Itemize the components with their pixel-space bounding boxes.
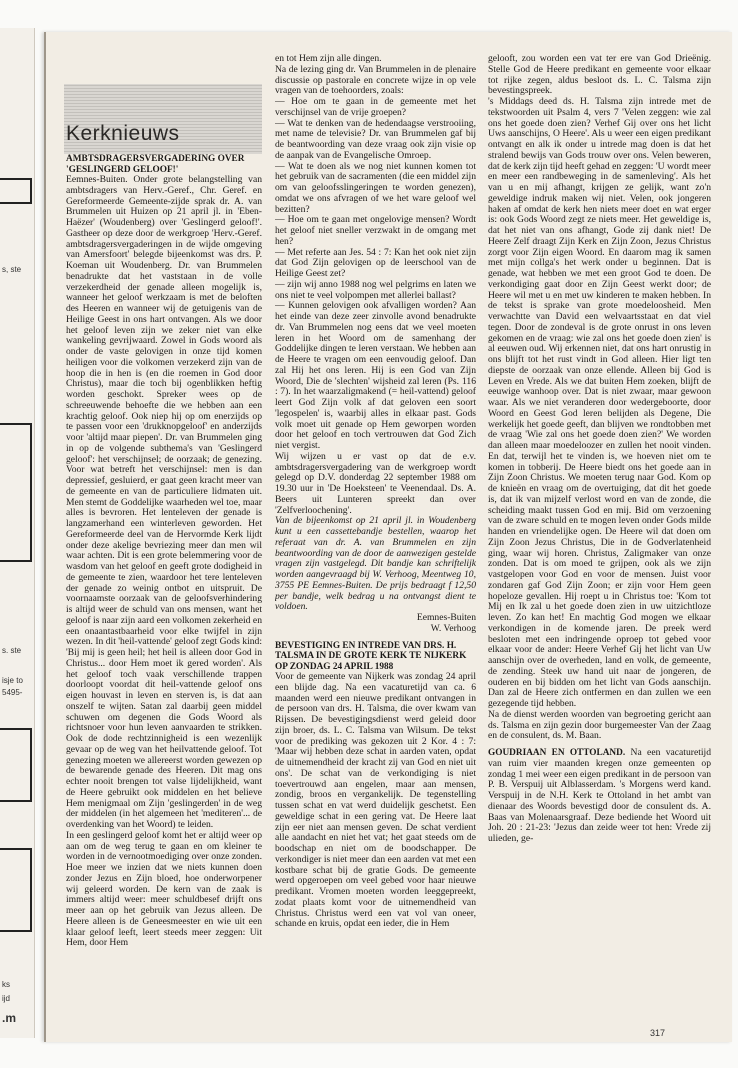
article-heading: GOUDRIAAN EN OTTOLAND.: [488, 748, 626, 758]
previous-page-edge: [0, 28, 35, 1038]
discussion-question: — Kunnen gelovigen ook afvalligen worden? Aan het einde van deze zeer zinvolle avond benadrukte dr. Van Brummelen nog eens dat we veel moeten leren in het Woord om de samenhang der Goddelijke dingen te leren verstaan. We hebben aan de Heere te vragen om een eenvoudig geloof. Dan zal Hij het ons leren. Hij is een God van Zijn Woord, Die de 'slechten' wijsheid zal leren (Ps. 116 : 7). In het waarzaligmakend (= heil-vattend) geloof leert God Zijn volk af dat geloven een soort 'legospelen' is, waarbij alles in elkaar past. Gods volk moet uit genade op Hem geworpen worden door het geloof en toch vertrouwen dat God Zich niet vergist.: [275, 300, 476, 451]
section-title: Kerknieuws: [66, 122, 180, 145]
article-heading: BEVESTIGING EN INTREDE VAN DRS. H. TALSMA IN DE GROTE KERK TE NIJKERK OP ZONDAG 24 APRIL 1988: [275, 640, 467, 672]
article-note: Van de bijeenkomst op 21 april jl. in Woudenberg kunt u een cassettebandje bestellen, waarop het referaat van dr. A. van Brummelen en zijn beantwoording van de door de aanwezigen gestelde vragen zijn vastgelegd. Dit bandje kan schriftelijk worden aangevraagd bij W. Verhoog, Meentweg 10, 3755 PE Eemnes-Buiten. De prijs bedraagt f 12,50 per bandje, welk bedrag u na ontvangst dient te voldoen.: [275, 515, 476, 613]
prev-page-fragment: ijd: [2, 994, 11, 1003]
article-paragraph: 's Middags deed ds. H. Talsma zijn intrede met de tekstwoorden uit Psalm 4, vers 7 'Velen zeggen: wie zal ons het goede doen zien? Verhef Gij over ons het licht Uws aanschijns, O Heere'. Als u weer een eigen predikant ontvangt en alk ik onder u intrede mag doen is dat het stralend bewijs van Gods trouw over ons. Velen beweren, dat de kerk zijn tijd heeft gehad en zeggen: 'U wordt meer en meer een randbeweging in de samenleving'. Als het van u en mij afhangt, krijgen ze gelijk, want zo'n geweldige indruk maken wij niet. Velen, ook jongeren haken af omdat de kerk hen niets meer doet en wat erger is: ook Gods Woord zegt ze niets meer. Het geweldige is, dat het niet van ons afhangt, Gode zij dank niet! De Heere Zelf draagt Zijn Kerk en Zijn Zoon, Jezus Christus zorgt voor Zijn eigen Woord. En daarom mag ik samen met mijn collga's het werk onder u beginnen. Dat is genade, wat hebben we met een groot God te doen. De verkondiging gaat door en Zijn Geest werkt door; de Heere wil met u en met uw kinderen te maken hebben. In de tekst is sprake van grote moedeloosheid. Men verwachtte van David een welvaartsstaat en dat viel tegen. Door de zondeval is de grote onrust in ons leven gekomen en de vraag: wie zal ons het goede doen zien' is al eeuwen oud. Wij erkennen niet, dat ons hart onrustig in ons blijft tot het rust vindt in God alleen. Hier ligt ten diepste de oorzaak van onze ellende. Alleen bij God is Leven en Vrede. Als we dat buiten Hem zoeken, blijft de eeuwige wanhoop over. Dat is niet zwaar, maar gewoon waar. Als we niet veranderen door wedergeboorte, door Woord en Geest God leren belijden als Degene, Die werkelijk het goede geeft, dan blijven we rondtobben met de vraag 'Wie zal ons het goede doen zien?' We worden dan alleen maar moedeloozer en zullen het nooit vinden. En dat, terwijl het te vinden is, we hoeven niet om te komen in tobberij. De Heere biedt ons het goede aan in Zijn Zoon Christus. We moeten terug naar God. Kom op de knieën en vraag om de overtuiging, dat dit het goede is, dat ik van mijzelf verlost word en van de zonde, die scheiding maakt tussen God en mij. Bid om verzoening van de zware schuld en te mogen leven onder Gods milde handen en vriendelijke ogen. De Heere wil dat doen om Zijn Zoon Jezus Christus, Die in de Godverlatenheid ging, waar wij horen. Christus, Zaligmaker van onze zonden. Dat is om moed te grijpen, ook als we zijn vastgelopen voor God en voor de mensen. Juist voor zondaren gaf God Zijn Zoon; er zijn voor Hem geen hopeloze gevallen. Hij roept u in Christus toe: 'Kom tot Mij en Ik zal u het goede doen zien in uw uitzichtloze leven. Zo kan het! En machtig God mogen we elkaar verkondigen in de komende jaren. De preek werd besloten met een indringende oproep tot gebed voor elkaar voor de ander: Heere Verhef Gij het licht van Uw aanschijn over de overheden, land en volk, de gemeente, de zending. Steek uw hand uit naar de jongeren, de ouderen en bij bidden om het licht van Gods aanschijn. Dan zal de Heere zich ontfermen en dan zullen we een gezegende tijd hebben.: [488, 96, 711, 709]
article-heading: AMBTSDRAGERSVERGADERING OVER 'GESLINGERD GELOOF!': [66, 154, 245, 175]
prev-page-box: [0, 423, 32, 562]
article-paragraph: Na de lezing ging dr. Van Brummelen in de plenaire discussie op pastorale en concrete wijze in op vele vragen van de toehoorders, zoals:: [275, 63, 476, 97]
discussion-question: — Wat te denken van de hedendaagse verstrooiing, met name de televisie? Dr. van Brummelen gaf bij de beantwoording van deze vraag ook zijn visie op de aanpak van de Evangelische Omroep.: [275, 117, 476, 161]
prev-page-fragment: ks: [2, 980, 10, 989]
article-paragraph: en tot Hem zijn alle dingen.: [275, 54, 382, 64]
discussion-question: — zijn wij anno 1988 nog wel pelgrims en laten we ons niet te veel volpompen met allerlei ballast?: [275, 278, 476, 301]
prev-page-fragment: 5495-: [2, 688, 23, 697]
discussion-question: — Met referte aan Jes. 54 : 7: Kan het ook niet zijn dat God Zijn gelovigen op de leerschool van de Heilige Geest zet?: [275, 246, 476, 279]
column-1: [66, 154, 262, 1034]
page-number: 317: [650, 1028, 666, 1038]
article-paragraph: gelooft, zou worden een vat ter ere van God Drieënig. Stelle God de Heere predikant en gemeente voor elkaar tot rijke zegen, aldus besloot ds. L. C. Talsma zijn bevestingspreek.: [488, 54, 711, 97]
discussion-question: — Hoe om te gaan in de gemeente met het verschijnsel van de vrije groepen?: [275, 96, 476, 118]
magazine-page: [44, 32, 732, 1042]
discussion-question: — Wat te doen als we nog niet kunnen komen tot het gebruik van de sacramenten (die een middel zijn om van geloofsslingeringen te worden genezen), omdat we ons afvragen of we het ware geloof wel bezitten?: [275, 160, 476, 215]
article-paragraph: In een geslingerd geloof komt het er altijd weer op aan om de weg terug te gaan en om kleiner te worden in de vernootmoediging over onze zonden. Hoe meer we inzien dat we niets kunnen doen zonder Jezus en Zijn bloed, hoe onderworpener wij geleerd worden. De kern van de zaak is immers altijd weer: meer schuldbesef drijft ons meer aan op het gebruik van Jezus alleen. De Heere alleen is de Geneesmeester en wie uit een klaar geloof leeft, leert steeds meer zeggen: Uit Hem, door Hem: [66, 829, 262, 949]
signature-name: W. Verhoog: [430, 622, 476, 634]
prev-page-fragment: s. ste: [2, 646, 22, 655]
prev-page-box: [0, 178, 32, 204]
prev-page-box: [0, 728, 32, 802]
prev-page-fragment: s, ste: [2, 265, 22, 274]
article-paragraph: Wij wijzen u er vast op dat de e.v. ambtsdragersvergadering van de werkgroep wordt gelegd op D.V. donderdag 22 september 1988 om 19.30 uur in 'De Hoeksteen' te Veenendaal. Ds. A. Beers uit Lunteren spreekt dan over 'Zelfverloochening'.: [275, 450, 476, 516]
article-paragraph: Eemnes-Buiten. Onder grote belangstelling van ambtsdragers van Herv.-Geref., Chr. Geref. en Gereformeerde Gemeente-zijde sprak dr. A. van Brummelen uit Huizen op 21 april jl. in 'Eben-Haëzer' (Woudenberg) over 'Geslingerd geloof!'. Gastheer op deze door de werkgroep 'Herv.-Geref. ambtsdragersvergaderingen in de wijde omgeving van Amersfoort' belegde bijeenkomst was drs. P. Koeman uit Woudenberg. Dr. van Brummelen benadrukte dat het vaststaan in de volle verzekerdheid der genade alleen mogelijk is, wanneer het geloof werkzaam is met de beloften des Heeren en wanneer wij de getuigenis van de Heilige Geest in ons hart ontvangen. Als we door het geloof leven zijn we zeker niet van elke wankeling gevrijwaard. Zowel in Gods woord als onder de vaste gelovigen in onze tijd komen heiligen voor die volkomen verzekerd zijn van de hoop die in hen is (en die roemen in God door Christus), maar die toch bij ogenblikken heftig worden geschokt. Spreker wees op de schreeuwende behoefte die we hebben aan een krachtig geloof. Ook niep hij op om enerzijds op te passen voor een 'drukknopgeloof' en anderzijds voor 'altijd maar piepen'. Dr. van Brummelen ging in op de volgende subthema's van 'Geslingerd geloof': het verschijnsel; de oorzaak; de genezing. Voor wat betreft het verschijnsel: men is dan depressief, gesluierd, er gaat geen kracht meer van de gemeente en van de particuliere lidmaten uit. Men stemt de Goddelijke waarheden wel toe, maar alles is bevroren. Het lenteleven der genade is langzamerhand een winterleven geworden. Het Gereformeerde deel van de Hervormde Kerk lijdt onder deze akelige bevriezing meer dan men wil waar achten. Dit is een grote belemmering voor de wasdom van het geloof en geeft grote dodigheid in de gemeente te zien, waardoor het tere lenteleven der genade zo weinig ontbot en uitspruit. De voornaamste oorzaak van de geloofsverhindering is altijd weer de schuld van ons mensen, want het geloof is naar zijn aard een volkomen zekerheid en een onaantastbaarheid voor elke twijfel in zijn wezen. In dit 'heil-vattende' geloof zegt Gods kind: 'Bij mij is geen heil; het heil is alleen door God in Christus... door Hem moet ik gered worden'. Als het geloof toch vaak verschillende trappen doorloopt voordat dit heil-vattende geloof ons eigen houvast in leven en sterven is, is dat aan onszelf te wijten. Satan zal daarbij geen middel schuwen om degenen die Gods Woord als richtsnoer voor hun leven aanvaarden te strikken. Ook de dode rechtzinnigheid is een wezenlijk gevaar op de weg van het heilvattende geloof. Tot genezing moeten we allereerst worden gewezen op de bewarende genade des Heeren. Dit mag ons echter nooit brengen tot valse lijdelijkheid, want de Heere gebruikt ook middelen en het believe Hem menigmaal om Zijn 'geslingerden' in de weg der middelen (in het algemeen het 'mediteren'... de overdenking van het Woord) te leiden.: [66, 174, 262, 830]
signature-place: Eemnes-Buiten: [416, 612, 476, 623]
column-3: [488, 54, 711, 1034]
article-paragraph: Na de dienst werden woorden van begroeting gericht aan ds. Talsma en zijn gezin door burgemeester Van der Zaag en de consulent, ds. M. Baan.: [488, 708, 711, 742]
prev-page-fragment: .m: [2, 1011, 17, 1025]
prev-page-box: [0, 848, 32, 932]
prev-page-fragment: isje to: [2, 676, 23, 685]
article-paragraph: Voor de gemeente van Nijkerk was zondag 24 april een blijde dag. Na een vacaturetijd van ca. 6 maanden werd een nieuwe predikant ontvangen in de persoon van drs. H. Talsma, die over kwam van Rijssen. De bevestigingsdienst werd geleid door zijn broer, ds. L. C. Talsma van Wilsum. De tekst voor de prediking was gekozen uit 2 Kor. 4 : 7: 'Maar wij hebben deze schat in aarden vaten, opdat de uitnemendheid der kracht zij van God en niet uit ons'. De schat van de verkondiging is niet toevertrouwd aan engelen, maar aan mensen, zondig, broos en vergankelijk. De tegenstelling tussen schat en vat werd duidelijk geschetst. Een geweldige schat in een gering vat. De Heere laat zijn eer niet aan mensen geven. De schat verdient alle aandacht en niet het vat; het gaat steeds om de boodschap en niet om de boodschapper. De verkondiger is niet meer dan een aarden vat met een kostbare schat bij de gratie Gods. De gemeente werd opgeroepen om veel gebed voor haar nieuwe predikant. Vromen moeten worden leeggepreekt, zodat plaats komt voor de uitnemendheid van Christus. Christus werd een vat vol van oneer, schande en kruis, opdat een ieder, die in Hem: [275, 671, 476, 930]
discussion-question: — Hoe om te gaan met ongelovige mensen? Wordt het geloof niet sneller verzwakt in de omgang met hen?: [275, 214, 476, 247]
column-2: [275, 54, 476, 1034]
article-paragraph: Na een vacaturetijd van ruim vier maanden kregen onze gemeenten op zondag 1 mei weer een eigen predikant in de persoon van P. B. Verspuij uit Alblasserdam. 's Morgens werd kand. Verspuij in de N.H. Kerk te Ottoland in het ambt van dienaar des Woords bevestigd door de consulent ds. A. Baas van Molenaarsgraaf. Deze bediende het Woord uit Joh. 20 : 21-23: 'Jezus dan zeide weer tot hen: Vrede zij ulieden, ge-: [488, 747, 711, 844]
